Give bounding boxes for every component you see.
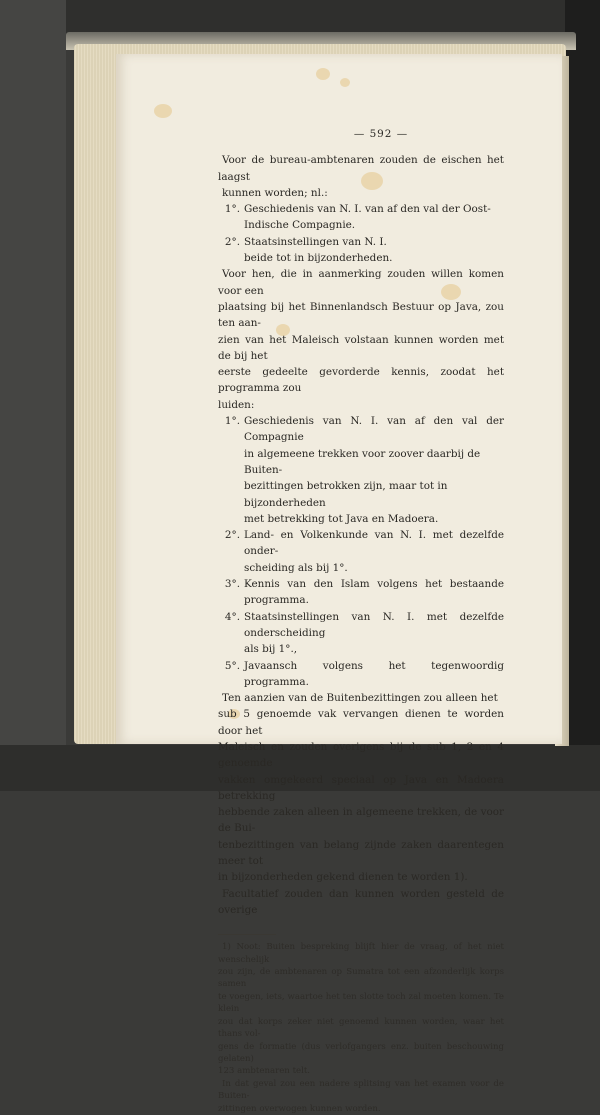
list-number: 5°. bbox=[224, 659, 240, 672]
footnote-line: zou dat korps zeker niet genoemd kunnen worden, waar het thans vol- bbox=[218, 1016, 504, 1040]
list-number: 4°. bbox=[224, 610, 240, 623]
foxing-stain bbox=[154, 104, 172, 118]
text-line: vakken omgekeerd speciaal op Java en Madoera betrekking bbox=[218, 773, 504, 802]
list-item bbox=[218, 658, 504, 691]
text-line: luiden: bbox=[218, 398, 255, 411]
paragraph bbox=[218, 886, 504, 919]
list-number: 1°. bbox=[224, 203, 240, 216]
list-item bbox=[218, 527, 504, 560]
list-text: Javaansch volgens het tegenwoordig programma. bbox=[244, 659, 504, 688]
list-item bbox=[218, 576, 504, 609]
list-text: Staatsinstellingen van N. I. bbox=[244, 235, 387, 248]
text-line: Maleisch en zouden overigens bij de sub 1, 2 en 4 genoemde bbox=[218, 740, 504, 770]
list-number: 2°. bbox=[224, 235, 240, 248]
list-continuation: Indische Compagnie. bbox=[244, 219, 356, 232]
footnote-line: In dat geval zou een nadere splitsing van het examen voor de Buiten- bbox=[218, 1078, 504, 1102]
list-continuation: beide tot in bijzonderheden. bbox=[244, 252, 393, 265]
text-line: hebbende zaken alleen in algemeene trekken, de voor de Bui- bbox=[218, 806, 504, 835]
footnote-rule bbox=[218, 934, 276, 935]
foxing-stain bbox=[340, 78, 350, 87]
page-text bbox=[218, 126, 504, 1115]
list-item bbox=[218, 201, 504, 217]
list-text: Geschiedenis van N. I. van af den val der Oost- bbox=[244, 203, 491, 216]
footnote-line: zou zijn, de ambtenaren op Sumatra tot een afzonderlijk korps samen bbox=[218, 967, 504, 990]
text-line: Facultatief zouden dan kunnen worden gesteld de overige bbox=[218, 887, 504, 916]
list-item bbox=[218, 234, 504, 250]
list-text: Land- en Volkenkunde van N. I. met dezelfde onder- bbox=[244, 529, 504, 558]
text-line: in bijzonderheden gekend dienen te worden 1). bbox=[218, 871, 468, 884]
list-continuation: bezittingen betrokken zijn, maar tot in bijzonderheden bbox=[244, 480, 448, 509]
footnote bbox=[218, 941, 504, 1115]
paragraph bbox=[218, 690, 504, 886]
list-text: Geschiedenis van N. I. van af den val der Compagnie bbox=[244, 415, 504, 444]
list-number: 1°. bbox=[224, 415, 240, 428]
paragraph bbox=[218, 152, 504, 201]
footnote-line: 1) Noot: Buiten bespreking blijft hier de vraag, of het niet wenschelijk bbox=[218, 942, 504, 965]
text-line: eerste gedeelte gevorderde kennis, zoodat het programma zou bbox=[218, 366, 504, 395]
paragraph bbox=[218, 266, 504, 413]
text-line: kunnen worden; nl.: bbox=[222, 186, 328, 199]
list-continuation: als bij 1°., bbox=[244, 643, 298, 656]
backdrop-right bbox=[565, 0, 600, 791]
footnote-line: 123 ambtenaren telt. bbox=[218, 1066, 311, 1077]
numbered-list bbox=[218, 413, 504, 690]
text-line: tenbezittingen van belang zijnde zaken daarentegen meer tot bbox=[218, 838, 504, 868]
text-line: plaatsing bij het Binnenlandsch Bestuur op Java, zou ten aan- bbox=[218, 300, 504, 330]
footnote-line: gens de formatie (dus verlofgangers enz. buiten beschouwing gelaten) bbox=[218, 1041, 504, 1064]
text-line: Voor hen, die in aanmerking zouden willen komen voor een bbox=[218, 268, 504, 297]
footnote-line: zittingen overwogen kunnen worden. bbox=[218, 1103, 381, 1114]
list-number: 2°. bbox=[224, 529, 240, 542]
text-line: Ten aanzien van de Buitenbezittingen zou alleen het bbox=[222, 692, 498, 705]
backdrop-left bbox=[0, 0, 66, 791]
list-item bbox=[218, 413, 504, 446]
list-continuation: met betrekking tot Java en Madoera. bbox=[244, 512, 439, 525]
foxing-stain bbox=[316, 68, 330, 80]
list-continuation: scheiding als bij 1°. bbox=[244, 561, 348, 574]
list-text: Staatsinstellingen van N. I. met dezelfde onderscheiding bbox=[244, 610, 504, 639]
list-text: Kennis van den Islam volgens het bestaande programma. bbox=[244, 578, 504, 607]
text-line: Voor de bureau-ambtenaren zouden de eischen het laagst bbox=[218, 154, 504, 183]
text-line: sub 5 genoemde vak vervangen dienen te worden door het bbox=[218, 708, 504, 737]
list-item bbox=[218, 609, 504, 642]
list-number: 3°. bbox=[224, 578, 240, 591]
page-number: — 592 — bbox=[353, 128, 409, 140]
numbered-list bbox=[218, 201, 504, 266]
footnote-line: te voegen, iets, waartoe het ten slotte toch zal moeten komen. Te klein bbox=[218, 991, 504, 1015]
list-continuation: in algemeene trekken voor zoover daarbij de Buiten- bbox=[244, 447, 481, 476]
text-line: zien van het Maleisch volstaan kunnen worden met de bij het bbox=[218, 333, 504, 362]
